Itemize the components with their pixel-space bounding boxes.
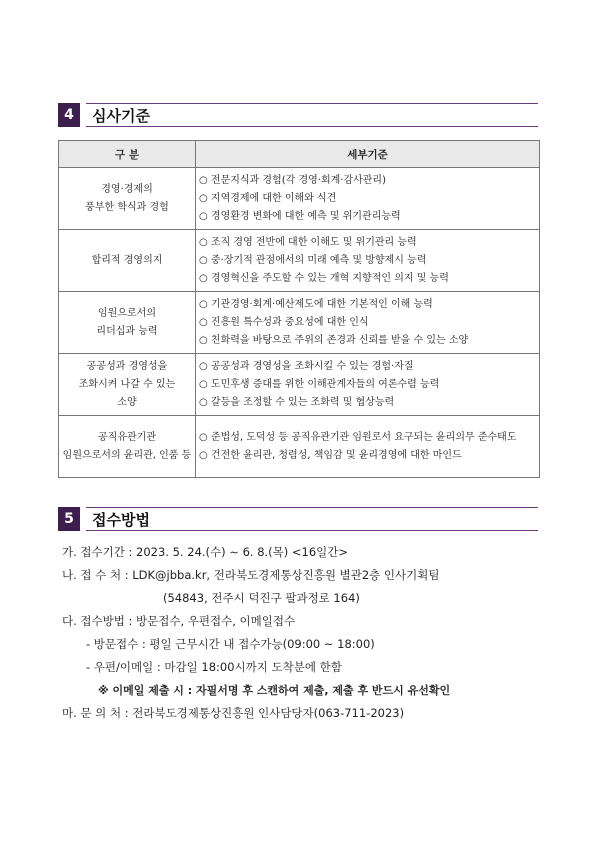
visit-reception: - 방문접수 : 평일 근무시간 내 접수가능(09:00 ~ 18:00) xyxy=(86,637,375,651)
section-4-header xyxy=(58,103,538,127)
category-cell xyxy=(59,230,196,292)
table-row xyxy=(59,354,540,416)
detail-cell xyxy=(196,168,540,230)
table-row xyxy=(59,168,540,230)
reception-place: 나. 접 수 처 : LDK@jbba.kr, 전라북도경제통상진흥원 별관2층 인사기획팀 xyxy=(62,568,440,582)
inquiry-contact: 마. 문 의 처 : 전라북도경제통상진흥원 인사담당자(063-711-2023) xyxy=(62,706,405,720)
criteria-table xyxy=(58,140,540,478)
category-text: 공공성과 경영성을 xyxy=(86,360,168,372)
category-text: 임원으로서의 윤리관, 인품 등 xyxy=(62,449,192,461)
detail-item: ○ 기관경영·회계·예산제도에 대한 기본적인 이해 능력 xyxy=(199,298,433,310)
section-5-header xyxy=(58,507,538,531)
detail-item: ○ 공공성과 경영성을 조화시킬 수 있는 경험·자질 xyxy=(199,360,414,372)
detail-item: ○ 중·장기적 관점에서의 미래 예측 및 방향제시 능력 xyxy=(199,254,427,266)
reception-address: (54843, 전주시 덕진구 팔과정로 164) xyxy=(163,591,360,605)
section-number: 5 xyxy=(58,507,80,531)
section-number: 4 xyxy=(58,103,80,127)
mail-email-reception: - 우편/이메일 : 마감일 18:00시까지 도착분에 한함 xyxy=(86,660,342,674)
column-header: 세부기준 xyxy=(196,141,540,168)
detail-item: ○ 친화력을 바탕으로 주위의 존경과 신뢰를 받을 수 있는 소양 xyxy=(199,334,469,346)
category-text: 공직유관기관 xyxy=(98,431,156,443)
table-row xyxy=(59,292,540,354)
detail-item: ○ 진흥원 특수성과 중요성에 대한 인식 xyxy=(199,316,369,328)
category-cell xyxy=(59,168,196,230)
table-row xyxy=(59,230,540,292)
detail-cell xyxy=(196,230,540,292)
detail-item: ○ 건전한 윤리관, 청렴성, 책임감 및 윤리경영에 대한 마인드 xyxy=(199,449,462,461)
table-header-row xyxy=(59,141,540,168)
category-cell xyxy=(59,416,196,478)
reception-details xyxy=(62,541,450,725)
detail-item: ○ 경영환경 변화에 대한 예측 및 위기관리능력 xyxy=(199,210,401,222)
detail-item: ○ 지역경제에 대한 이해와 식견 xyxy=(199,192,337,204)
detail-cell xyxy=(196,416,540,478)
reception-period: 가. 접수기간 : 2023. 5. 24.(수) ∼ 6. 8.(목) <16일간> xyxy=(62,545,349,559)
category-text: 리더십과 능력 xyxy=(96,325,158,337)
divider xyxy=(86,530,538,531)
detail-item: ○ 갈등을 조정할 수 있는 조화력 및 협상능력 xyxy=(199,396,395,408)
category-cell xyxy=(59,292,196,354)
section-title: 심사기준 xyxy=(92,107,150,125)
section-title: 접수방법 xyxy=(92,511,150,529)
divider xyxy=(86,126,538,127)
table-row xyxy=(59,416,540,478)
category-text: 임원으로서의 xyxy=(98,307,156,319)
category-text: 풍부한 학식과 경험 xyxy=(85,201,169,213)
reception-method: 다. 접수방법 : 방문접수, 우편접수, 이메일접수 xyxy=(62,614,296,628)
divider xyxy=(86,507,538,508)
category-text: 경영·경제의 xyxy=(101,183,153,195)
detail-item: ○ 준법성, 도덕성 등 공직유관기관 임원로서 요구되는 윤리의무 준수태도 xyxy=(199,431,517,443)
category-cell xyxy=(59,354,196,416)
detail-item: ○ 도민후생 증대를 위한 이해관계자들의 여론수렴 능력 xyxy=(199,378,440,390)
detail-item: ○ 경영혁신을 주도할 수 있는 개혁 지향적인 의지 및 능력 xyxy=(199,272,449,284)
divider xyxy=(86,103,538,104)
detail-cell xyxy=(196,292,540,354)
detail-cell xyxy=(196,354,540,416)
email-notice: ※ 이메일 제출 시 : 자필서명 후 스캔하여 제출, 제출 후 반드시 유선확인 xyxy=(98,684,451,697)
column-header: 구 분 xyxy=(59,141,196,168)
category-text: 소양 xyxy=(117,396,137,408)
detail-item: ○ 전문지식과 경험(각 경영·회계·감사관리) xyxy=(199,174,386,186)
detail-item: ○ 조직 경영 전반에 대한 이해도 및 위기관리 능력 xyxy=(199,236,417,248)
category-text: 조화시켜 나갈 수 있는 xyxy=(78,378,176,390)
category-text: 합리적 경영의지 xyxy=(91,254,163,266)
